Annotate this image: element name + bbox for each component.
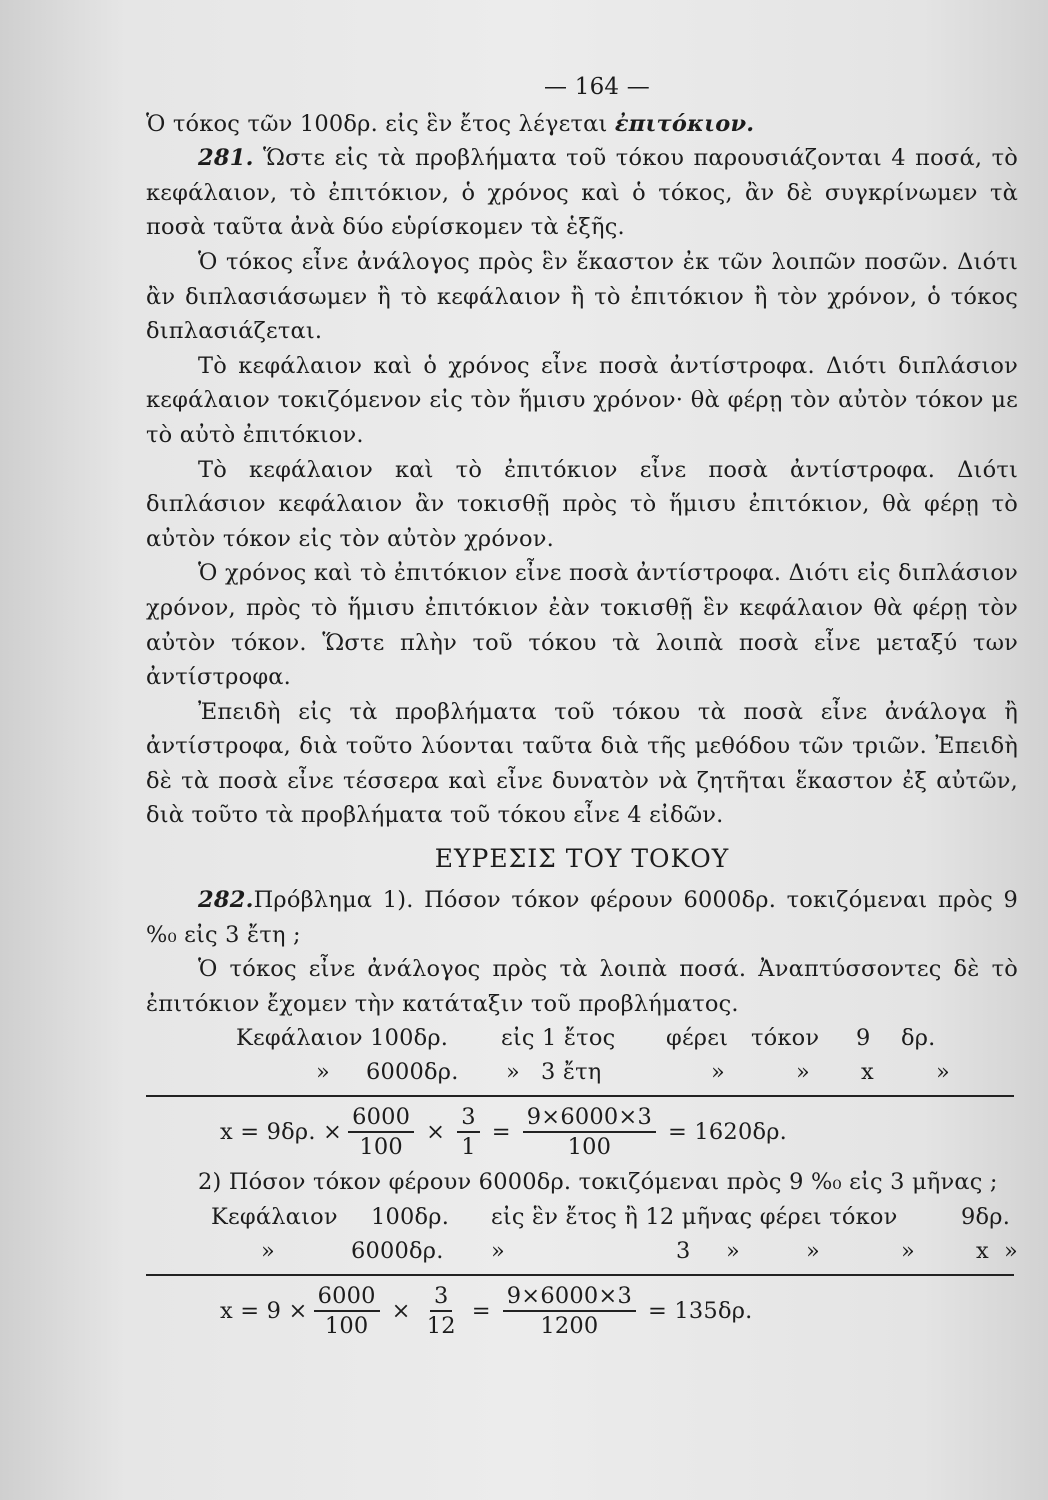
p1-f1-numerator: 6000 (348, 1103, 414, 1133)
p2-result: = 135δρ. (648, 1297, 753, 1324)
paragraph-proportional: Ὁ τόκος εἶνε ἀνάλογος πρὸς ἓν ἕκαστον ἐκ τῶν λοιπῶν ποσῶν. Διότι ἂν διπλασιάσωμεν ἢ τὸ κεφάλαιον ἢ τὸ ἐπιτόκιον ἢ τὸν χρόνον, ὁ τόκος διπλασιάζεται. (146, 248, 1018, 345)
p1r2-ditto-1: » (316, 1059, 330, 1086)
p2r2-ditto-5: » (901, 1238, 915, 1265)
p2-f2-numerator: 3 (430, 1282, 453, 1312)
problem2-row1 (146, 1200, 1018, 1234)
section-282-text: Πρόβλημα 1). Πόσον τόκον φέρουν 6000δρ. τοκιζόμεναι πρὸς 9 %₀ εἰς 3 ἔτη ; (146, 887, 1018, 948)
p1r2-ditto-5: » (936, 1059, 950, 1086)
p1r2-unknown: x (861, 1059, 874, 1086)
p2-f2-denominator: 12 (426, 1313, 456, 1340)
p1-fraction-1 (348, 1103, 414, 1161)
p2-f1-denominator: 100 (324, 1313, 369, 1340)
intro-line (146, 107, 1018, 142)
p1r1-yields: φέρει (666, 1025, 729, 1052)
p1-fraction-2 (457, 1103, 480, 1161)
p1-f2-numerator: 3 (457, 1103, 480, 1133)
p2r2-time: 3 (676, 1238, 691, 1265)
section-281-number: 281. (198, 145, 254, 172)
p1r2-ditto-3: » (711, 1059, 725, 1086)
p1r2-time: 3 ἔτη (541, 1059, 602, 1086)
section-282-explanation: Ὁ τόκος εἶνε ἀνάλογος πρὸς τὰ λοιπὰ ποσά. Ἀναπτύσσοντες δὲ τὸ ἐπιτόκιον ἔχομεν τὴν κατάταξιν τοῦ προβλήματος. (146, 956, 1018, 1017)
p1-eq-lhs: x = 9δρ. × (220, 1119, 343, 1146)
p1-f3-denominator: 100 (567, 1134, 612, 1161)
section-281-text: Ὥστε εἰς τὰ προβλήματα τοῦ τόκου παρουσιάζονται 4 ποσά, τὸ κεφάλαιον, τὸ ἐπιτόκιον, ὁ χρόνος καὶ ὁ τόκος, ἂν δὲ συγκρίνωμεν τὰ ποσὰ ταῦτα ἀνὰ δύο εὑρίσκομεν τὰ ἑξῆς. (146, 145, 1018, 241)
paragraph-method: Ἐπειδὴ εἰς τὰ προβλήματα τοῦ τόκου τὰ ποσὰ εἶνε ἀνάλογα ἢ ἀντίστροφα, διὰ τοῦτο λύονται ταῦτα διὰ τῆς μεθόδου τῶν τριῶν. Ἐπειδὴ δὲ τὰ ποσὰ εἶνε τέσσερα καὶ εἶνε δυνατὸν νὰ ζητῆται ἕκαστον ἐξ αὐτῶν, διὰ τοῦτο τὰ προβλήματα τοῦ τόκου εἶνε 4 εἰδῶν. (146, 698, 1018, 829)
problem2-rule (146, 1274, 1014, 1276)
p1r2-ditto-4: » (796, 1059, 810, 1086)
p1r1-time: εἰς 1 ἔτος (501, 1025, 616, 1052)
p2-fraction-2 (423, 1282, 460, 1340)
intro-term: ἐπιτόκιον. (614, 110, 755, 137)
problem2-question: 2) Πόσον τόκον φέρουν 6000δρ. τοκιζόμεναι πρὸς 9 %₀ εἰς 3 μῆνας ; (198, 1169, 998, 1196)
page-number: — 164 — (544, 74, 650, 100)
p2-f3-denominator: 1200 (540, 1313, 599, 1340)
problem1-row1 (146, 1021, 1018, 1055)
p2-equals: = (471, 1297, 491, 1324)
section-281 (146, 141, 1018, 245)
p1-f2-denominator: 1 (461, 1134, 476, 1161)
p2r2-ditto-4: » (806, 1238, 820, 1265)
p2r2-capital: 6000δρ. (351, 1238, 444, 1265)
p1-times: × (426, 1119, 446, 1146)
paragraph-capital-time: Τὸ κεφάλαιον καὶ ὁ χρόνος εἶνε ποσὰ ἀντίστροφα. Διότι διπλάσιον κεφάλαιον τοκιζόμενον εἰς τὸν ἥμισυ χρόνον· θὰ φέρῃ τὸν αὐτὸν τόκον με τὸ αὐτὸ ἐπιτόκιον. (146, 352, 1018, 448)
p2-eq-lhs: x = 9 × (220, 1297, 308, 1324)
intro-text: Ὁ τόκος τῶν 100δρ. εἰς ἓν ἔτος λέγεται (146, 110, 608, 137)
p2-fraction-1 (314, 1282, 380, 1340)
page-content (146, 70, 1018, 1344)
p2r1-value: 9δρ. (961, 1204, 1011, 1231)
p2r1-capital: 100δρ. (371, 1204, 450, 1231)
section-heading: ΕΥΡΕΣΙΣ ΤΟΥ ΤΟΚΟΥ (434, 844, 730, 874)
p2-f1-numerator: 6000 (314, 1282, 380, 1312)
p2r2-ditto-3: » (726, 1238, 740, 1265)
problem2-equation (146, 1278, 1018, 1344)
p2r2-ditto-1: » (261, 1238, 275, 1265)
p1r1-interest: τόκον (751, 1025, 820, 1052)
p2r1-capital-label: Κεφάλαιον (211, 1204, 338, 1231)
p2-fraction-3 (503, 1282, 636, 1340)
p1r2-capital: 6000δρ. (366, 1059, 459, 1086)
paragraph-time-rate: Ὁ χρόνος καὶ τὸ ἐπιτόκιον εἶνε ποσὰ ἀντίστροφα. Διότι εἰς διπλάσιον χρόνον, πρὸς τὸ ἥμισυ ἐπιτόκιον ἐὰν τοκισθῇ ἓν κεφάλαιον θὰ φέρῃ τὸν αὐτὸν τόκον. Ὥστε πλὴν τοῦ τόκου τὰ λοιπὰ ποσὰ εἶνε μεταξύ των ἀντίστροφα. (146, 560, 1018, 691)
p1r2-ditto-2: » (506, 1059, 520, 1086)
p1r1-value: 9 (856, 1025, 871, 1052)
p2-times: × (391, 1297, 411, 1324)
p1r1-capital: Κεφάλαιον 100δρ. (236, 1025, 449, 1052)
p2r1-time: εἰς ἓν ἔτος ἢ 12 μῆνας φέρει τόκον (491, 1204, 898, 1231)
paragraph-capital-rate: Τὸ κεφάλαιον καὶ τὸ ἐπιτόκιον εἶνε ποσὰ ἀντίστροφα. Διότι διπλάσιον κεφάλαιον ἂν τοκισθῇ πρὸς τὸ ἥμισυ ἐπιτόκιον, θὰ φέρῃ τὸ αὐτὸν τόκον εἰς τὸν αὐτὸν χρόνον. (146, 456, 1018, 552)
p2r2-ditto-2: » (491, 1238, 505, 1265)
p1-result: = 1620δρ. (668, 1119, 787, 1146)
p2-f3-numerator: 9×6000×3 (503, 1282, 636, 1312)
p1r1-unit: δρ. (901, 1025, 936, 1052)
section-282-number: 282. (198, 887, 254, 914)
p1-f3-numerator: 9×6000×3 (523, 1103, 656, 1133)
p2r2-unknown: x (976, 1238, 989, 1265)
problem1-equation (146, 1099, 1018, 1165)
p1-fraction-3 (523, 1103, 656, 1161)
section-282 (146, 883, 1018, 952)
problem2-row2 (146, 1234, 1018, 1268)
p1-equals: = (491, 1119, 511, 1146)
p2r2-ditto-6: » (1004, 1238, 1018, 1265)
p1-f1-denominator: 100 (359, 1134, 403, 1161)
problem1-rule (146, 1095, 1014, 1097)
problem1-row2 (146, 1055, 1018, 1089)
